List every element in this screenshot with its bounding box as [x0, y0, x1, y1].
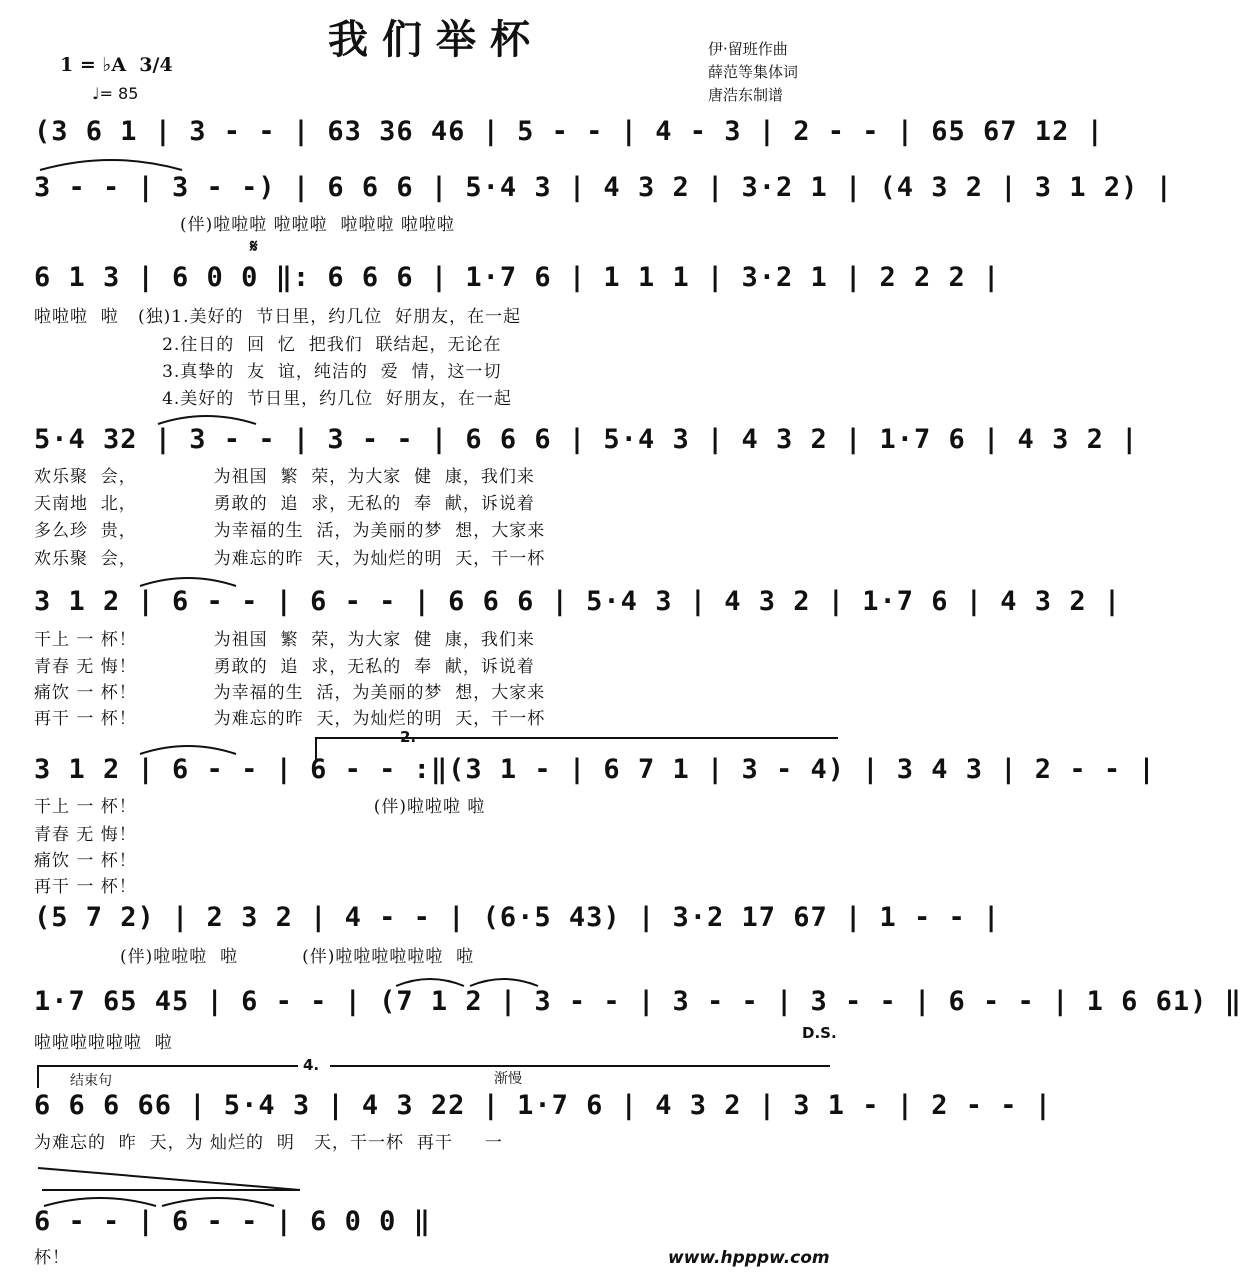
tie-mark	[470, 979, 538, 986]
segno-sign: 𝄋	[250, 236, 258, 257]
phrase-line	[38, 1168, 300, 1190]
lyrics-line-8: 啦啦啦啦啦啦 啦	[34, 1033, 173, 1053]
tie-mark	[396, 979, 464, 986]
notation-line-4: 5·4 32 | 3 - - | 3 - - | 6 6 6 | 5·4 3 | 4 3 2 | 1·7 6 | 4 3 2 |	[34, 424, 1139, 455]
lyrics-line-6-verse-2: 青春 无 悔！	[34, 825, 137, 845]
lyrics-line-4-verse-1: 欢乐聚 会， 为祖国 繁 荣，为大家 健 康，我们来	[34, 467, 535, 487]
credit-lyricist: 薛范等集体词	[708, 63, 799, 81]
tie-mark	[158, 416, 256, 424]
notation-line-10: 6 - - | 6 - - | 6 0 0 ‖	[34, 1206, 431, 1237]
lyrics-line-6-verse-4: 再干 一 杯！	[34, 877, 137, 897]
lyrics-line-5-verse-4: 再干 一 杯！ 为难忘的昨 天，为灿烂的明 天，干一杯	[34, 709, 546, 729]
lyrics-line-2: (伴)啦啦啦 啦啦啦 啦啦啦 啦啦啦	[180, 215, 455, 235]
lyrics-line-10: 杯！	[34, 1248, 70, 1268]
lyrics-line-4-verse-3: 多么珍 贵， 为幸福的生 活，为美丽的梦 想，大家来	[34, 521, 546, 541]
notation-line-8: 1·7 65 45 | 6 - - | (7 1 2 | 3 - - | 3 - - | 3 - - | 6 - - | 1 6 61) ‖	[34, 986, 1242, 1017]
notation-line-9: 6 6 6 66 | 5·4 3 | 4 3 22 | 1·7 6 | 4 3 2 | 3 1 - | 2 - - |	[34, 1090, 1053, 1121]
song-title: 我们举杯	[328, 16, 544, 63]
lyrics-line-7: (伴)啦啦啦 啦 (伴)啦啦啦啦啦啦 啦	[120, 947, 475, 967]
lyrics-line-3-verse-1: 啦啦啦 啦 (独)1.美好的 节日里，约几位 好朋友，在一起	[34, 307, 522, 327]
watermark: www.hpppw.com	[668, 1248, 830, 1268]
lyrics-line-4-verse-4: 欢乐聚 会， 为难忘的昨 天，为灿烂的明 天，干一杯	[34, 549, 546, 569]
lyrics-line-3-verse-4: 4.美好的 节日里，约几位 好朋友，在一起	[34, 389, 512, 409]
notation-line-6: 3 1 2 | 6 - - | 6 - - :‖(3 1 - | 6 7 1 | 3 - 4) | 3 4 3 | 2 - - |	[34, 754, 1156, 785]
dal-segno-mark: D.S.	[802, 1024, 837, 1042]
notation-line-2: 3 - - | 3 - -) | 6 6 6 | 5·4 3 | 4 3 2 | 3·2 1 | (4 3 2 | 3 1 2) |	[34, 172, 1173, 203]
tie-mark	[140, 578, 236, 586]
tempo-marking: ♩= 85	[92, 84, 139, 103]
lyrics-line-4-verse-2: 天南地 北， 勇敢的 追 求，无私的 奉 献，诉说着	[34, 494, 535, 514]
key-signature: 1 = ♭A 3/4	[60, 54, 173, 76]
credit-notation: 唐浩东制谱	[708, 86, 784, 104]
lyrics-line-5-verse-3: 痛饮 一 杯！ 为幸福的生 活，为美丽的梦 想，大家来	[34, 683, 546, 703]
lyrics-line-5-verse-2: 青春 无 悔！ 勇敢的 追 求，无私的 奉 献，诉说着	[34, 657, 535, 677]
lyrics-line-3-verse-2: 2.往日的 回 忆 把我们 联结起，无论在	[34, 335, 502, 355]
notation-line-1: (3 6 1 | 3 - - | 63 36 46 | 5 - - | 4 - 3 | 2 - - | 65 67 12 |	[34, 116, 1104, 147]
volta-4-label: 4.	[303, 1056, 320, 1074]
ritardando-label: 渐慢	[494, 1071, 522, 1087]
notation-line-7: (5 7 2) | 2 3 2 | 4 - - | (6·5 43) | 3·2 17 67 | 1 - - |	[34, 902, 1001, 933]
lyrics-line-6-verse-1: 干上 一 杯！ (伴)啦啦啦 啦	[34, 797, 486, 817]
notation-line-5: 3 1 2 | 6 - - | 6 - - | 6 6 6 | 5·4 3 | 4 3 2 | 1·7 6 | 4 3 2 |	[34, 586, 1122, 617]
tie-mark	[44, 1198, 156, 1206]
lyrics-line-3-verse-3: 3.真挚的 友 谊，纯洁的 爱 情，这一切	[34, 362, 502, 382]
credit-composer: 伊·留班作曲	[708, 40, 788, 58]
lyrics-line-9: 为难忘的 昨 天，为 灿烂的 明 天，干一杯 再干 一	[34, 1133, 503, 1153]
tie-mark	[40, 160, 182, 170]
tie-mark	[162, 1198, 274, 1206]
volta-2-label: 2.	[400, 728, 417, 746]
lyrics-line-6-verse-3: 痛饮 一 杯！	[34, 851, 137, 871]
ending-label: 结束句	[70, 1073, 112, 1089]
notation-line-3: 6 1 3 | 6 0 0 ‖: 6 6 6 | 1·7 6 | 1 1 1 | 3·2 1 | 2 2 2 |	[34, 262, 1001, 293]
tie-mark	[140, 746, 236, 754]
lyrics-line-5-verse-1: 干上 一 杯！ 为祖国 繁 荣，为大家 健 康，我们来	[34, 630, 535, 650]
